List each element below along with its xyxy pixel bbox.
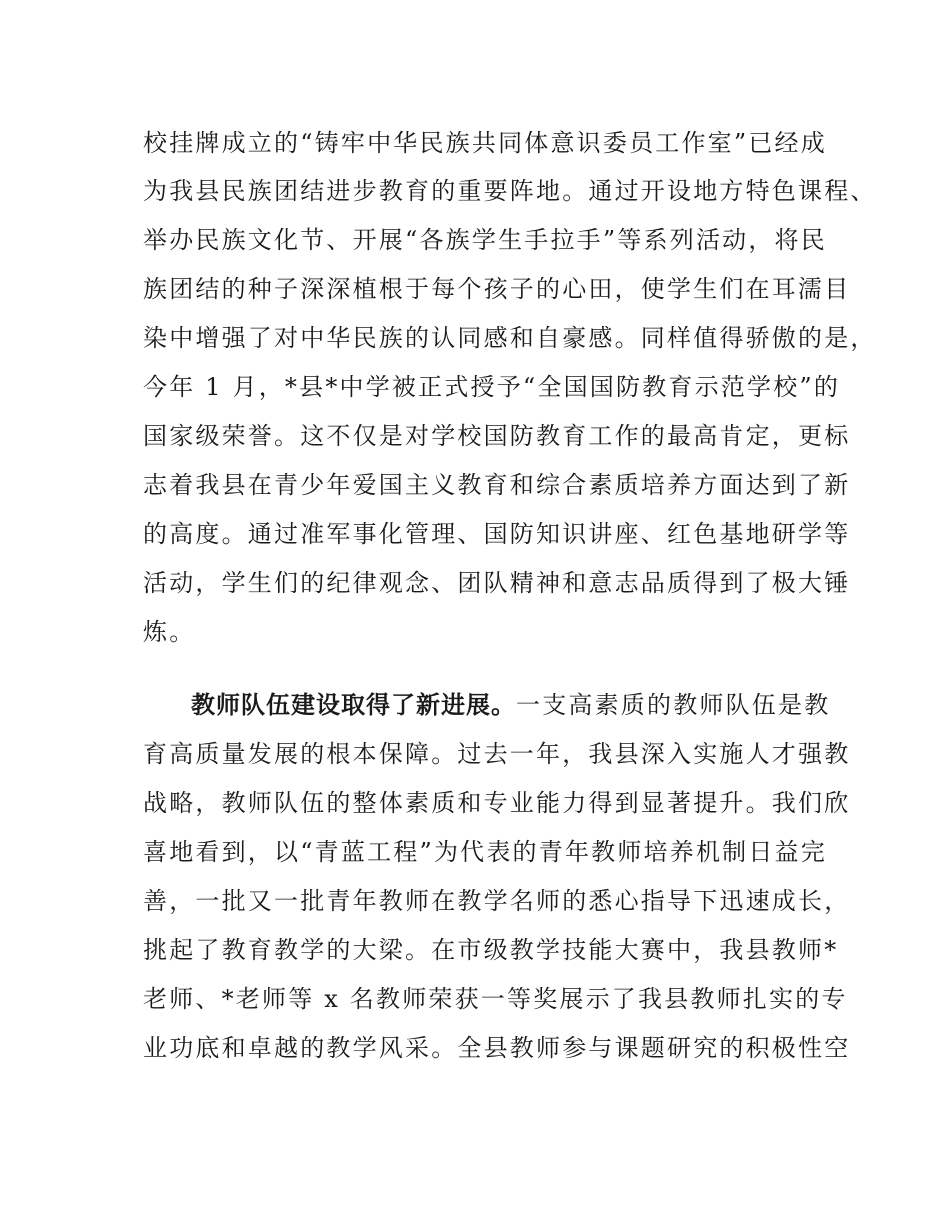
- paragraph-line: 战略，教师队伍的整体素质和专业能力得到显著提升。我们欣: [143, 789, 851, 817]
- paragraph-line: 业功底和卓越的教学风采。全县教师参与课题研究的积极性空: [143, 1034, 851, 1062]
- paragraph-line: 族团结的种子深深植根于每个孩子的心田，使学生们在耳濡目: [143, 275, 851, 303]
- paragraph-line: 善，一批又一批青年教师在教学名师的悉心指导下迅速成长，: [143, 887, 851, 915]
- paragraph-line: 志着我县在青少年爱国主义教育和综合素质培养方面达到了新: [143, 471, 851, 499]
- paragraph-line: 育高质量发展的根本保障。过去一年，我县深入实施人才强教: [143, 740, 851, 768]
- paragraph-line: 今年 1 月，*县*中学被正式授予“全国国防教育示范学校”的: [143, 373, 841, 401]
- paragraph-line: 挑起了教育教学的大梁。在市级教学技能大赛中，我县教师*: [143, 936, 839, 964]
- paragraph-line: 国家级荣誉。这不仅是对学校国防教育工作的最高肯定，更标: [143, 422, 851, 450]
- section-heading: 教师队伍建设取得了新进展。: [191, 691, 516, 719]
- paragraph-text: 一支高素质的教师队伍是教: [516, 691, 831, 719]
- paragraph-line: 举办民族文化节、开展“各族学生手拉手”等系列活动，将民: [143, 226, 827, 254]
- paragraph-line: 喜地看到，以“青蓝工程”为代表的青年教师培养机制日益完: [143, 838, 827, 866]
- paragraph-line: 活动，学生们的纪律观念、团队精神和意志品质得到了极大锤: [143, 569, 851, 597]
- paragraph-line: 的高度。通过准军事化管理、国防知识讲座、红色基地研学等: [143, 520, 851, 548]
- paragraph-line: 染中增强了对中华民族的认同感和自豪感。同样值得骄傲的是，: [143, 324, 877, 352]
- paragraph-line: 炼。: [143, 618, 196, 646]
- paragraph-line: 老师、*老师等 x 名教师荣获一等奖展示了我县教师扎实的专: [143, 985, 848, 1013]
- paragraph-heading-line: [191, 681, 891, 729]
- paragraph-line: 校挂牌成立的“铸牢中华民族共同体意识委员工作室”已经成: [143, 129, 827, 157]
- paragraph-line: 为我县民族团结进步教育的重要阵地。通过开设地方特色课程、: [143, 177, 877, 205]
